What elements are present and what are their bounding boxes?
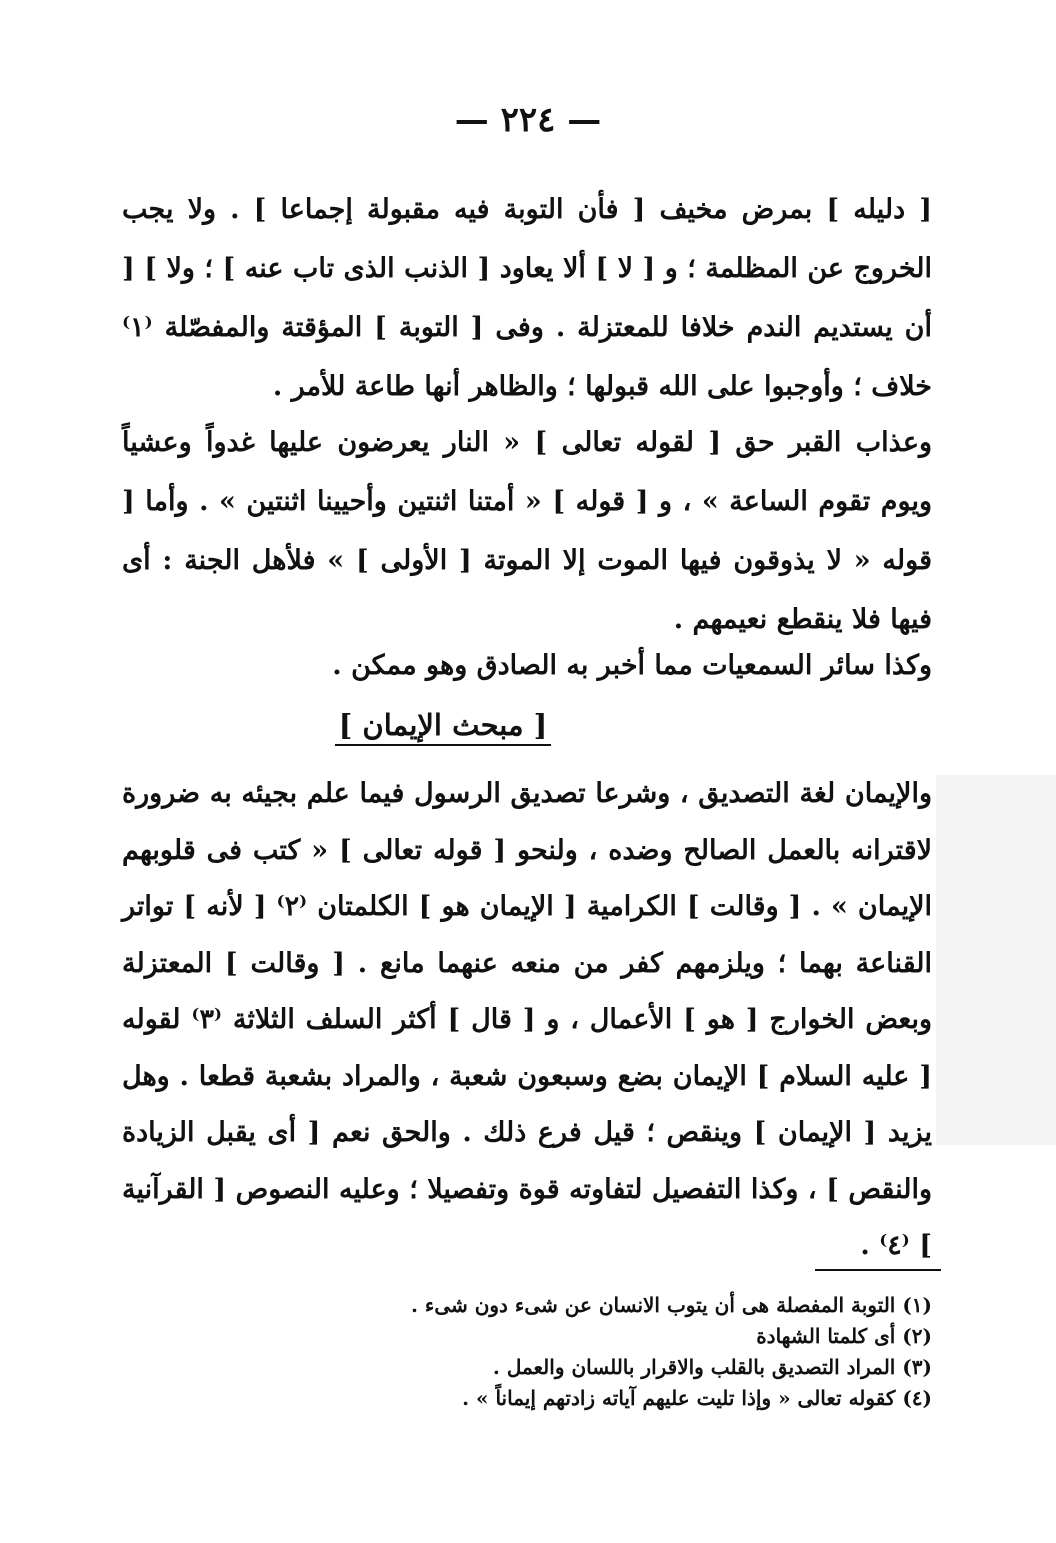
paragraph-text: وعذاب القبر حق [ لقوله تعالى ] « النار يعرضون عليها غدواً وعشياً ويوم تقوم الساعة » ، و [ قوله ] « أمتنا اثنتين وأحيينا اثنتين » . وأما [ قوله « لا يذوقون فيها الموت إلا الموتة [ الأولى ] » فلأهل الجنة : أى فيها فلا ينقطع نعيمهم . xyxy=(122,427,932,635)
paragraph-repentance xyxy=(122,180,932,416)
section-heading-wrap xyxy=(0,708,1056,746)
footnote-3: (٣) المراد التصديق بالقلب والاقرار باللسان والعمل . xyxy=(492,1355,932,1379)
footnote-2: (٢) أى كلمتا الشهادة xyxy=(756,1324,932,1348)
page-number: — ٢٢٤ — xyxy=(454,100,602,140)
paragraph-faith xyxy=(122,766,986,1275)
section-heading: [ مبحث الإيمان ] xyxy=(335,708,552,746)
paragraph-text: [ دليله ] بمرض مخيف [ فأن التوبة فيه مقبولة إجماعا ] . ولا يجب الخروج عن المظلمة ؛ و [ لا ] ألا يعاود [ الذنب الذى تاب عنه ] ؛ ولا ] [ أن يستديم الندم خلافا للمعتزلة . وفى [ التوبة ] المؤقتة والمفصّلة ⁽١⁾ خلاف ؛ وأوجبوا على الله قبولها ؛ والظاهر أنها طاعة للأمر . xyxy=(122,194,932,402)
footnotes xyxy=(300,1290,932,1414)
footnote-1: (١) التوبة المفصلة هى أن يتوب الانسان عن شىء دون شىء . xyxy=(410,1293,932,1317)
footnote-4: (٤) كقوله تعالى « وإذا تليت عليهم آياته زادتهم إيماناً » . xyxy=(462,1386,932,1410)
paragraph-text: والإيمان لغة التصديق ، وشرعا تصديق الرسول فيما علم بجيئه به ضرورة لاقترانه بالعمل الصالح وضده ، ولنحو [ قوله تعالى ] « كتب فى قلوبهم الإيمان » . [ وقالت ] الكرامية [ الإيمان هو ] الكلمتان ⁽٢⁾ [ لأنه ] تواتر القناعة بهما ؛ ويلزمهم كفر من منعه عنهما مانع . [ وقالت ] المعتزلة وبعض الخوارج [ هو ] الأعمال ، و [ قال ] أكثر السلف الثلاثة ⁽٣⁾ لقوله [ عليه السلام ] الإيمان بضع وسبعون شعبة ، والمراد بشعبة قطعا . وهل يزيد [ الإيمان ] وينقص ؛ قيل فرع ذلك . والحق نعم [ أى يقبل الزيادة والنقص ] ، وكذا التفصيل لتفاوته قوة وتفصيلا ؛ وعليه النصوص [ القرآنية ] ⁽٤⁾ . xyxy=(122,778,932,1261)
paragraph-text: وكذا سائر السمعيات مما أخبر به الصادق وهو ممكن . xyxy=(332,650,932,681)
paragraph-grave-punishment xyxy=(122,413,986,649)
footnote-separator xyxy=(815,1269,941,1271)
paragraph-revealed-matters xyxy=(122,636,986,695)
